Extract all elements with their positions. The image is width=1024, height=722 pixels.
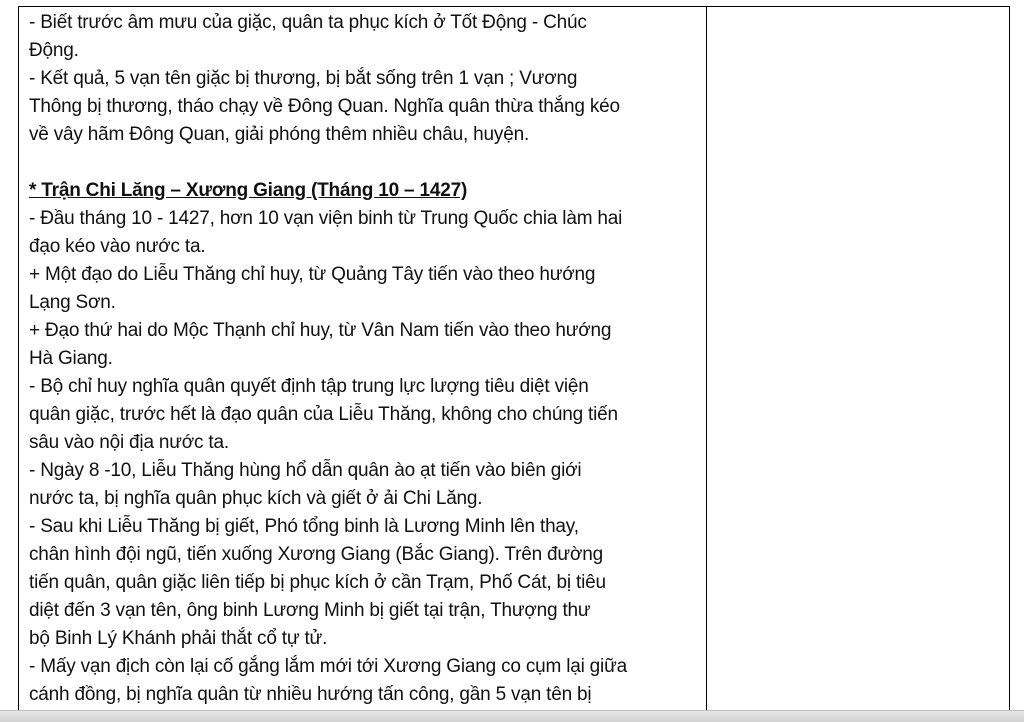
text-line: - Đầu tháng 10 - 1427, hơn 10 vạn viện binh từ Trung Quốc chia làm hai (29, 208, 623, 229)
text-line: bộ Binh Lý Khánh phải thắt cổ tự tử. (29, 628, 328, 649)
text-line: cánh đồng, bị nghĩa quân từ nhiều hướng tấn công, gần 5 vạn tên bị (29, 684, 592, 705)
text-line: Lạng Sơn. (29, 292, 116, 313)
document-table (18, 6, 1010, 722)
text-line: - Biết trước âm mưu của giặc, quân ta phục kích ở Tốt Động - Chúc (29, 12, 587, 33)
text-line: Động. (29, 40, 79, 61)
text-line: - Mấy vạn địch còn lại cố gắng lắm mới tới Xương Giang co cụm lại giữa (29, 656, 627, 677)
table-cell-empty (707, 7, 1009, 722)
text-line: tiến quân, quân giặc liên tiếp bị phục kích ở cần Trạm, Phố Cát, bị tiêu (29, 572, 606, 593)
text-line: Thông bị thương, tháo chạy về Đông Quan. Nghĩa quân thừa thắng kéo (29, 96, 620, 117)
text-line: - Bộ chỉ huy nghĩa quân quyết định tập trung lực lượng tiêu diệt viện (29, 376, 589, 397)
text-line: - Kết quả, 5 vạn tên giặc bị thương, bị bắt sống trên 1 vạn ; Vương (29, 68, 578, 89)
text-line: sâu vào nội địa nước ta. (29, 432, 229, 453)
text-line: diệt đến 3 vạn tên, ông binh Lương Minh bị giết tại trận, Thượng thư (29, 600, 591, 621)
text-line: đạo kéo vào nước ta. (29, 236, 206, 257)
text-line: chân hình đội ngũ, tiến xuống Xương Giang (Bắc Giang). Trên đường (29, 544, 603, 565)
text-line: + Một đạo do Liễu Thăng chỉ huy, từ Quảng Tây tiến vào theo hướng (29, 264, 596, 285)
text-line: nước ta, bị nghĩa quân phục kích và giết ở ải Chi Lăng. (29, 488, 483, 509)
section-heading: * Trận Chi Lăng – Xương Giang (Tháng 10 – 1427) (29, 180, 468, 201)
text-line: + Đạo thứ hai do Mộc Thạnh chỉ huy, từ Vân Nam tiến vào theo hướng (29, 320, 612, 341)
text-line: quân giặc, trước hết là đạo quân của Liễu Thăng, không cho chúng tiến (29, 404, 618, 425)
text-line: - Ngày 8 -10, Liễu Thăng hùng hổ dẫn quân ào ạt tiến vào biên giới (29, 460, 582, 481)
text-line: - Sau khi Liễu Thăng bị giết, Phó tổng binh là Lương Minh lên thay, (29, 516, 579, 537)
window-bottom-edge (0, 710, 1024, 722)
text-line: về vây hãm Đông Quan, giải phóng thêm nhiều châu, huyện. (29, 124, 530, 145)
text-line: Hà Giang. (29, 348, 113, 369)
table-cell-content (19, 7, 707, 722)
blank-line (29, 149, 706, 177)
